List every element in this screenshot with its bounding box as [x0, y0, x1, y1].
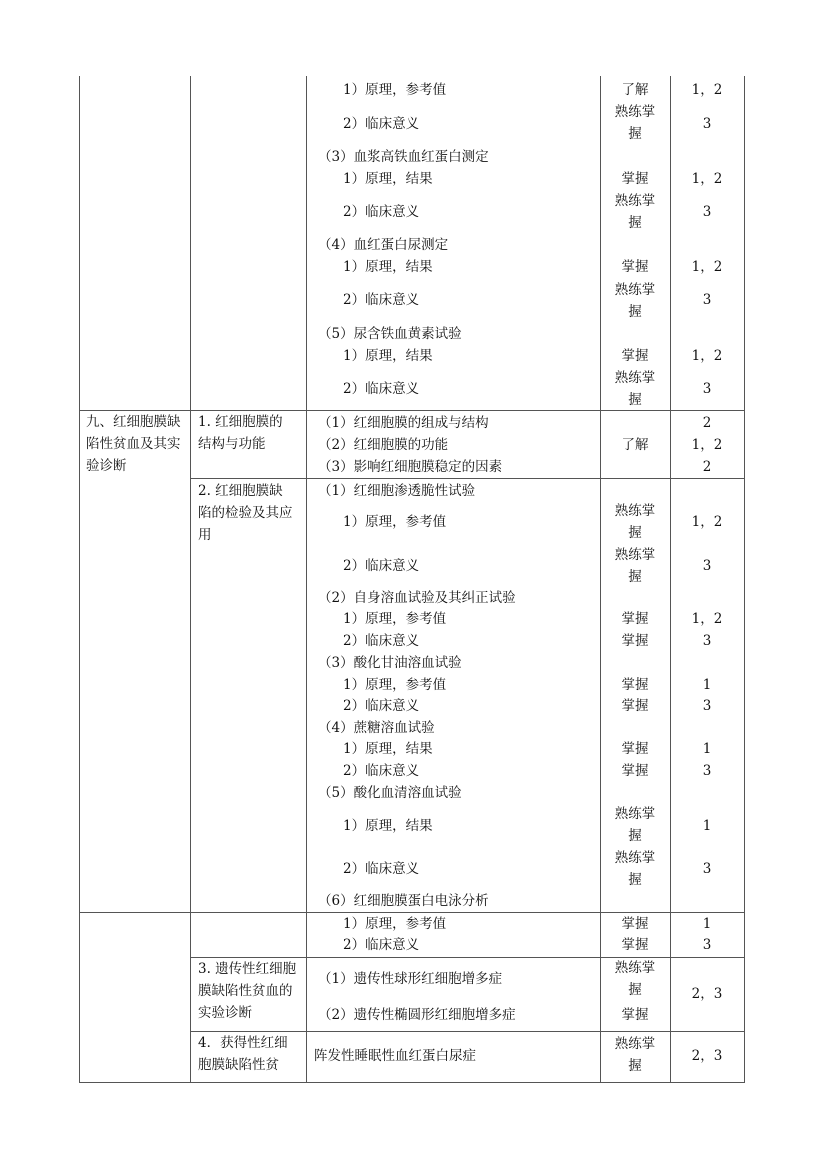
reference-number: 2，3 — [691, 986, 723, 1002]
outline-item: （4）蔗糖溶血试验 — [318, 720, 435, 736]
reference-number: 3 — [702, 116, 712, 132]
mastery-level: 熟练掌 — [614, 806, 656, 822]
outline-item: 阵发性睡眠性血红蛋白尿症 — [314, 1048, 476, 1064]
mastery-level: 掌握 — [621, 259, 649, 275]
outline-item: 1）原理，结果 — [343, 818, 433, 834]
outline-item: （5）尿含铁血黄素试验 — [318, 326, 462, 342]
outline-item: （1）遗传性球形红细胞增多症 — [318, 971, 503, 987]
mastery-level: 掌握 — [621, 741, 649, 757]
outline-item: （5）酸化血清溶血试验 — [318, 785, 462, 801]
outline-item: 1）原理，参考值 — [343, 677, 447, 693]
mastery-level: 熟练掌 — [614, 850, 656, 866]
reference-number: 1，2 — [691, 611, 723, 627]
mastery-level: 握 — [628, 872, 642, 888]
outline-item: （1）红细胞渗透脆性试验 — [318, 483, 476, 499]
mastery-level: 握 — [628, 304, 642, 320]
mastery-level: 熟练掌 — [614, 960, 656, 976]
mastery-level: 握 — [628, 1058, 642, 1074]
outline-item: 1）原理，参考值 — [343, 514, 447, 530]
mastery-level: 掌握 — [621, 763, 649, 779]
mastery-level: 熟练掌 — [614, 193, 656, 209]
mastery-level: 掌握 — [621, 937, 649, 953]
mastery-level: 掌握 — [621, 171, 649, 187]
reference-number: 3 — [702, 698, 712, 714]
mastery-level: 掌握 — [621, 611, 649, 627]
outline-item: （1）红细胞膜的组成与结构 — [318, 415, 489, 431]
mastery-level: 熟练掌 — [614, 104, 656, 120]
outline-item: （4）血红蛋白尿测定 — [318, 237, 449, 253]
reference-number: 1，2 — [691, 437, 723, 453]
row-divider — [190, 478, 745, 479]
reference-number: 3 — [702, 558, 712, 574]
reference-number: 3 — [702, 204, 712, 220]
reference-number: 1 — [702, 677, 712, 693]
outline-item: 1）原理，结果 — [343, 171, 433, 187]
mastery-level: 熟练掌 — [614, 503, 656, 519]
reference-number: 2，3 — [691, 1048, 723, 1064]
table-border-bottom — [79, 1082, 745, 1083]
section-title: 3. 遗传性红细胞膜缺陷性贫血的实验诊断 — [198, 961, 297, 1021]
mastery-level: 熟练掌 — [614, 370, 656, 386]
outline-item: 2）临床意义 — [343, 116, 420, 132]
chapter-title: 九、红细胞膜缺陷性贫血及其实验诊断 — [86, 414, 181, 474]
reference-number: 1 — [702, 741, 712, 757]
section-title: 1. 红细胞膜的结构与功能 — [198, 414, 283, 452]
outline-item: 2）临床意义 — [343, 861, 420, 877]
outline-item: 1）原理，结果 — [343, 348, 433, 364]
outline-item: 1）原理，结果 — [343, 741, 433, 757]
outline-item: 1）原理，结果 — [343, 259, 433, 275]
outline-item: （6）红细胞膜蛋白电泳分析 — [318, 893, 489, 909]
outline-item: 2）临床意义 — [343, 763, 420, 779]
outline-item: （3）影响红细胞膜稳定的因素 — [318, 459, 503, 475]
outline-item: 2）临床意义 — [343, 381, 420, 397]
mastery-level: 握 — [628, 569, 642, 585]
mastery-level: 掌握 — [621, 633, 649, 649]
mastery-level: 熟练掌 — [614, 282, 656, 298]
mastery-level: 握 — [628, 392, 642, 408]
mastery-level: 掌握 — [621, 916, 649, 932]
outline-item: 2）临床意义 — [343, 204, 420, 220]
reference-number: 3 — [702, 937, 712, 953]
mastery-level: 握 — [628, 126, 642, 142]
section-title: 2. 红细胞膜缺陷的检验及其应用 — [198, 483, 293, 543]
mastery-level: 掌握 — [621, 1007, 649, 1023]
reference-number: 2 — [702, 415, 712, 431]
mastery-level: 握 — [628, 828, 642, 844]
mastery-level: 握 — [628, 982, 642, 998]
table-border-right — [744, 76, 745, 1083]
mastery-level: 握 — [628, 525, 642, 541]
reference-number: 3 — [702, 633, 712, 649]
mastery-level: 了解 — [621, 437, 649, 453]
column-divider-1 — [190, 76, 191, 1083]
mastery-level: 掌握 — [621, 348, 649, 364]
outline-item: （3）血浆高铁血红蛋白测定 — [318, 149, 489, 165]
reference-number: 3 — [702, 381, 712, 397]
reference-number: 1，2 — [691, 348, 723, 364]
mastery-level: 熟练掌 — [614, 1036, 656, 1052]
outline-item: 1）原理，参考值 — [343, 916, 447, 932]
outline-item: 2）临床意义 — [343, 633, 420, 649]
mastery-level: 熟练掌 — [614, 547, 656, 563]
reference-number: 1，2 — [691, 259, 723, 275]
mastery-level: 了解 — [621, 82, 649, 98]
outline-item: 2）临床意义 — [343, 698, 420, 714]
column-divider-2 — [306, 76, 307, 1083]
reference-number: 1 — [702, 818, 712, 834]
outline-item: 2）临床意义 — [343, 937, 420, 953]
outline-item: 2）临床意义 — [343, 558, 420, 574]
outline-item: （2）自身溶血试验及其纠正试验 — [318, 590, 516, 606]
reference-number: 1 — [702, 916, 712, 932]
outline-item: 1）原理，参考值 — [343, 611, 447, 627]
reference-number: 1，2 — [691, 514, 723, 530]
mastery-level: 掌握 — [621, 698, 649, 714]
mastery-level: 掌握 — [621, 677, 649, 693]
table-border-left — [79, 76, 80, 1083]
outline-item: （2）遗传性椭圆形红细胞增多症 — [318, 1007, 516, 1023]
mastery-level: 握 — [628, 215, 642, 231]
reference-number: 2 — [702, 459, 712, 475]
outline-item: 1）原理，参考值 — [343, 82, 447, 98]
section-title: 4．获得性红细胞膜缺陷性贫 — [198, 1035, 288, 1073]
reference-number: 1，2 — [691, 171, 723, 187]
outline-item: 2）临床意义 — [343, 292, 420, 308]
reference-number: 3 — [702, 861, 712, 877]
reference-number: 1，2 — [691, 82, 723, 98]
row-divider — [79, 912, 745, 913]
reference-number: 3 — [702, 292, 712, 308]
reference-number: 3 — [702, 763, 712, 779]
outline-item: （3）酸化甘油溶血试验 — [318, 655, 462, 671]
outline-item: （2）红细胞膜的功能 — [318, 437, 449, 453]
